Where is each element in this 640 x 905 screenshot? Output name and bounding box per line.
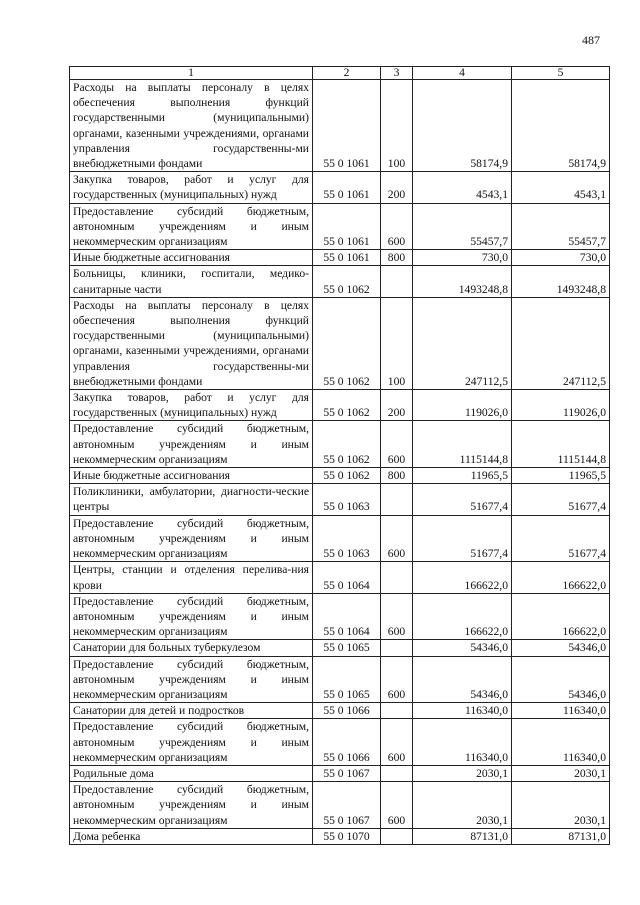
table-row (70, 80, 610, 172)
row-sum2-cell: 730,0 (512, 250, 610, 266)
row-name-cell: Предоставление субсидий бюджетным, автономным учреждениям и иным некоммерческим организациям (70, 203, 313, 250)
budget-table (69, 66, 610, 845)
column-header-4: 4 (413, 67, 512, 80)
row-sum2-cell: 1115144,8 (512, 421, 610, 468)
row-name-cell: Центры, станции и отделения перелива-ния крови (70, 562, 313, 593)
table-row (70, 703, 610, 719)
row-sum1-cell: 87131,0 (413, 828, 512, 844)
table-header-row (70, 67, 610, 80)
row-code-cell: 55 0 1064 (313, 593, 381, 640)
row-code-cell: 55 0 1062 (313, 390, 381, 421)
row-type-cell: 200 (381, 172, 413, 203)
row-sum1-cell: 55457,7 (413, 203, 512, 250)
row-code-cell: 55 0 1063 (313, 515, 381, 562)
row-type-cell (381, 640, 413, 656)
row-code-cell: 55 0 1067 (313, 765, 381, 781)
row-name-cell: Предоставление субсидий бюджетным, автономным учреждениям и иным некоммерческим организациям (70, 719, 313, 766)
row-sum2-cell: 51677,4 (512, 484, 610, 515)
row-name-cell: Родильные дома (70, 765, 313, 781)
table-row (70, 640, 610, 656)
row-sum2-cell: 55457,7 (512, 203, 610, 250)
row-code-cell: 55 0 1067 (313, 782, 381, 829)
table-row (70, 593, 610, 640)
row-name-cell: Санатории для детей и подростков (70, 703, 313, 719)
row-type-cell (381, 266, 413, 297)
row-type-cell: 100 (381, 297, 413, 389)
row-name-cell: Предоставление субсидий бюджетным, автономным учреждениям и иным некоммерческим организациям (70, 782, 313, 829)
row-type-cell: 800 (381, 468, 413, 484)
table-row (70, 515, 610, 562)
row-sum2-cell: 166622,0 (512, 562, 610, 593)
row-sum1-cell: 54346,0 (413, 656, 512, 703)
row-code-cell: 55 0 1061 (313, 172, 381, 203)
row-name-cell: Предоставление субсидий бюджетным, автономным учреждениям и иным некоммерческим организациям (70, 515, 313, 562)
table-row (70, 656, 610, 703)
row-sum1-cell: 11965,5 (413, 468, 512, 484)
row-name-cell: Иные бюджетные ассигнования (70, 468, 313, 484)
row-sum1-cell: 119026,0 (413, 390, 512, 421)
row-sum2-cell: 1493248,8 (512, 266, 610, 297)
row-type-cell: 600 (381, 782, 413, 829)
table-row (70, 719, 610, 766)
row-sum2-cell: 247112,5 (512, 297, 610, 389)
column-header-3: 3 (381, 67, 413, 80)
row-sum2-cell: 51677,4 (512, 515, 610, 562)
row-type-cell: 600 (381, 656, 413, 703)
row-type-cell: 600 (381, 515, 413, 562)
row-sum2-cell: 2030,1 (512, 765, 610, 781)
row-sum1-cell: 51677,4 (413, 515, 512, 562)
row-code-cell: 55 0 1063 (313, 484, 381, 515)
row-code-cell: 55 0 1062 (313, 468, 381, 484)
page-number: 487 (582, 33, 600, 47)
row-sum2-cell: 87131,0 (512, 828, 610, 844)
row-name-cell: Иные бюджетные ассигнования (70, 250, 313, 266)
row-type-cell: 600 (381, 421, 413, 468)
row-code-cell: 55 0 1062 (313, 297, 381, 389)
row-name-cell: Предоставление субсидий бюджетным, автономным учреждениям и иным некоммерческим организациям (70, 656, 313, 703)
row-code-cell: 55 0 1062 (313, 421, 381, 468)
row-name-cell: Дома ребенка (70, 828, 313, 844)
row-sum1-cell: 166622,0 (413, 593, 512, 640)
table-row (70, 250, 610, 266)
row-type-cell: 800 (381, 250, 413, 266)
row-sum2-cell: 54346,0 (512, 656, 610, 703)
row-name-cell: Предоставление субсидий бюджетным, автономным учреждениям и иным некоммерческим организациям (70, 593, 313, 640)
table-row (70, 297, 610, 389)
table-row (70, 468, 610, 484)
row-sum2-cell: 2030,1 (512, 782, 610, 829)
row-code-cell: 55 0 1061 (313, 203, 381, 250)
row-sum1-cell: 730,0 (413, 250, 512, 266)
row-type-cell (381, 765, 413, 781)
row-code-cell: 55 0 1064 (313, 562, 381, 593)
row-sum1-cell: 58174,9 (413, 80, 512, 172)
row-sum1-cell: 51677,4 (413, 484, 512, 515)
row-name-cell: Предоставление субсидий бюджетным, автономным учреждениям и иным некоммерческим организациям (70, 421, 313, 468)
row-type-cell: 600 (381, 719, 413, 766)
row-sum1-cell: 116340,0 (413, 703, 512, 719)
row-code-cell: 55 0 1066 (313, 703, 381, 719)
row-code-cell: 55 0 1062 (313, 266, 381, 297)
row-sum1-cell: 1115144,8 (413, 421, 512, 468)
row-name-cell: Закупка товаров, работ и услуг для государственных (муниципальных) нужд (70, 172, 313, 203)
row-sum1-cell: 1493248,8 (413, 266, 512, 297)
row-type-cell: 600 (381, 203, 413, 250)
row-code-cell: 55 0 1061 (313, 250, 381, 266)
column-header-5: 5 (512, 67, 610, 80)
table-row (70, 765, 610, 781)
row-code-cell: 55 0 1065 (313, 656, 381, 703)
row-sum2-cell: 11965,5 (512, 468, 610, 484)
table-row (70, 390, 610, 421)
row-code-cell: 55 0 1065 (313, 640, 381, 656)
row-code-cell: 55 0 1066 (313, 719, 381, 766)
row-sum2-cell: 116340,0 (512, 719, 610, 766)
row-sum1-cell: 2030,1 (413, 765, 512, 781)
row-type-cell: 600 (381, 593, 413, 640)
row-name-cell: Больницы, клиники, госпитали, медико-санитарные части (70, 266, 313, 297)
table-row (70, 562, 610, 593)
row-sum1-cell: 116340,0 (413, 719, 512, 766)
column-header-1: 1 (70, 67, 313, 80)
row-sum1-cell: 166622,0 (413, 562, 512, 593)
table-body (70, 67, 610, 845)
table-row (70, 266, 610, 297)
row-code-cell: 55 0 1061 (313, 80, 381, 172)
row-type-cell: 100 (381, 80, 413, 172)
row-name-cell: Поликлиники, амбулатории, диагности-ческие центры (70, 484, 313, 515)
table-row (70, 782, 610, 829)
table-row (70, 203, 610, 250)
row-sum1-cell: 247112,5 (413, 297, 512, 389)
table-row (70, 421, 610, 468)
row-sum1-cell: 4543,1 (413, 172, 512, 203)
row-sum2-cell: 116340,0 (512, 703, 610, 719)
row-sum1-cell: 54346,0 (413, 640, 512, 656)
row-sum1-cell: 2030,1 (413, 782, 512, 829)
row-name-cell: Расходы на выплаты персоналу в целях обеспечения выполнения функций государственными (муниципальными) органами, казенными учреждениями, органами управления государственны-ми внебюджетными фондами (70, 80, 313, 172)
row-name-cell: Расходы на выплаты персоналу в целях обеспечения выполнения функций государственными (муниципальными) органами, казенными учреждениями, органами управления государственны-ми внебюджетными фондами (70, 297, 313, 389)
row-type-cell (381, 828, 413, 844)
row-type-cell (381, 703, 413, 719)
row-type-cell (381, 562, 413, 593)
row-sum2-cell: 4543,1 (512, 172, 610, 203)
column-header-2: 2 (313, 67, 381, 80)
row-sum2-cell: 166622,0 (512, 593, 610, 640)
table-row (70, 172, 610, 203)
row-name-cell: Санатории для больных туберкулезом (70, 640, 313, 656)
row-code-cell: 55 0 1070 (313, 828, 381, 844)
table-row (70, 828, 610, 844)
row-sum2-cell: 54346,0 (512, 640, 610, 656)
row-type-cell: 200 (381, 390, 413, 421)
row-sum2-cell: 119026,0 (512, 390, 610, 421)
table-row (70, 484, 610, 515)
row-sum2-cell: 58174,9 (512, 80, 610, 172)
row-type-cell (381, 484, 413, 515)
row-name-cell: Закупка товаров, работ и услуг для государственных (муниципальных) нужд (70, 390, 313, 421)
